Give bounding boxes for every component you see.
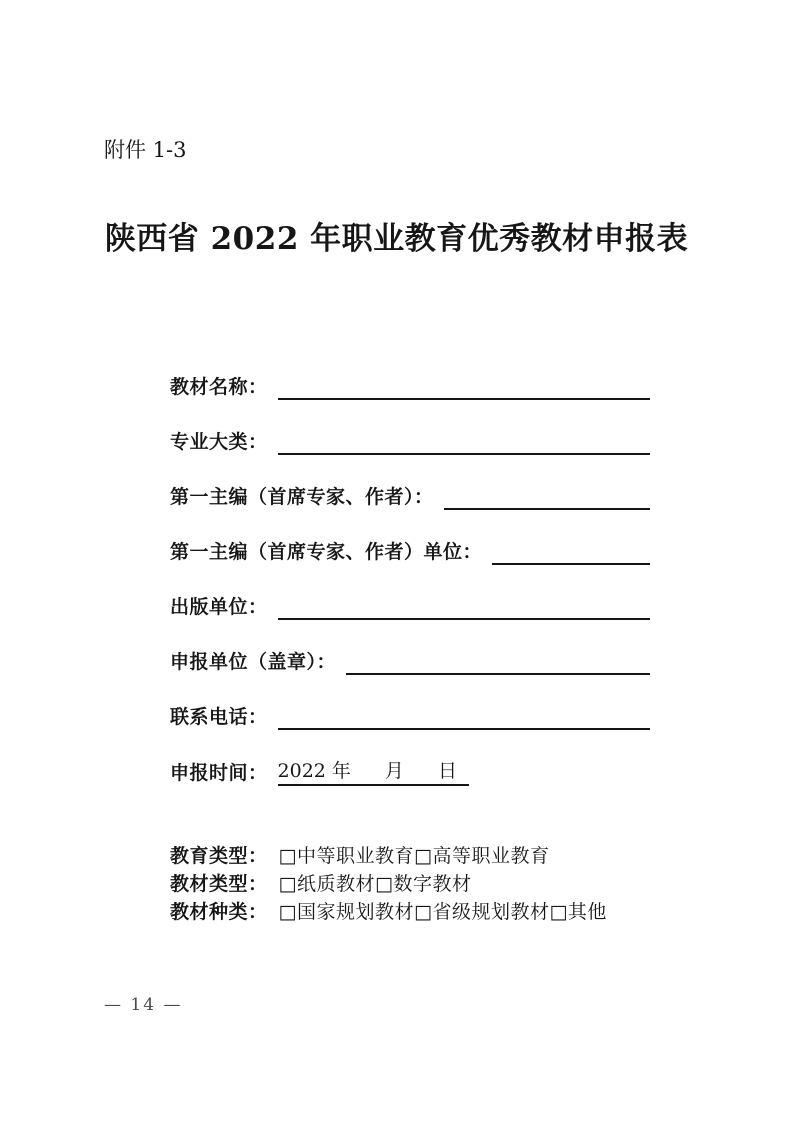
- year-text: 2022 年: [277, 760, 351, 782]
- checkbox-option-label: 中等职业教育: [296, 845, 414, 867]
- field-label: 联系电话：: [170, 706, 268, 728]
- checkbox-group-label: 教育类型：: [170, 845, 268, 867]
- field-input-line: [278, 703, 650, 730]
- checkbox-option-label: 省级规划教材: [432, 901, 550, 923]
- checkbox-row-material-type: [170, 869, 471, 897]
- checkbox-option-label: 纸质教材: [296, 873, 375, 895]
- field-input-line: [278, 373, 650, 400]
- field-input-line: [444, 483, 650, 510]
- checkbox-option-label: 数字教材: [393, 873, 472, 895]
- form-row-first-editor-unit: [170, 538, 650, 565]
- field-label: 教材名称：: [170, 376, 268, 398]
- field-input-line: [278, 428, 650, 455]
- checkbox-icon: □: [278, 845, 297, 867]
- checkbox-icon: □: [278, 873, 297, 895]
- field-label: 第一主编（首席专家、作者）单位：: [170, 541, 483, 563]
- day-text: 日: [437, 760, 457, 782]
- page-number: — 14 —: [104, 995, 183, 1015]
- checkbox-icon: □: [278, 901, 297, 923]
- page-title: 陕西省 2022 年职业教育优秀教材申报表: [104, 221, 689, 257]
- field-label: 专业大类：: [170, 431, 268, 453]
- attachment-label: 附件 1-3: [104, 138, 187, 162]
- field-input-line: [346, 648, 650, 675]
- checkbox-options: [279, 841, 550, 868]
- checkbox-group-label: 教材种类：: [170, 901, 268, 923]
- field-label: 第一主编（首席专家、作者）：: [170, 486, 434, 508]
- form-row-textbook-name: [170, 373, 650, 400]
- field-label: 申报时间：: [170, 762, 268, 784]
- checkbox-options: [279, 869, 472, 896]
- checkbox-options: [279, 897, 607, 924]
- checkbox-option-label: 其他: [567, 901, 607, 923]
- checkbox-icon: □: [549, 901, 568, 923]
- checkbox-icon: □: [413, 901, 433, 923]
- form-row-first-editor: [170, 483, 650, 510]
- checkbox-row-education-type: [170, 841, 549, 869]
- checkbox-icon: □: [374, 873, 394, 895]
- checkbox-option-label: 高等职业教育: [432, 845, 550, 867]
- form-row-contact-phone: [170, 703, 650, 730]
- date-value: [278, 759, 469, 786]
- month-text: 月: [384, 760, 404, 782]
- form-row-major-category: [170, 428, 650, 455]
- checkbox-group-label: 教材类型：: [170, 873, 268, 895]
- field-input-line: [492, 538, 650, 565]
- checkbox-option-label: 国家规划教材: [296, 901, 414, 923]
- checkbox-row-material-kind: [170, 897, 607, 925]
- checkbox-icon: □: [413, 845, 433, 867]
- form-row-applicant-unit: [170, 648, 650, 675]
- field-label: 出版单位：: [170, 596, 268, 618]
- field-input-line: [278, 593, 650, 620]
- field-label: 申报单位（盖章）：: [170, 651, 337, 673]
- form-row-publisher: [170, 593, 650, 620]
- form-row-application-date: [170, 759, 650, 786]
